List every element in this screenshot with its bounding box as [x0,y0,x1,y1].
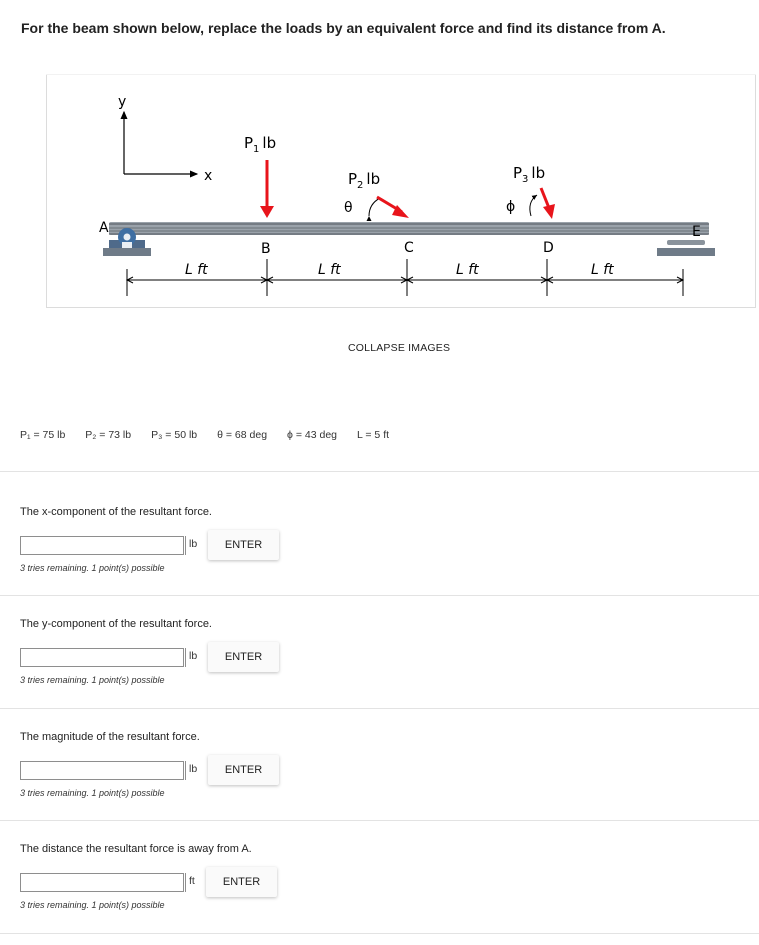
dimension-line [127,259,683,296]
enter-button[interactable]: ENTER [208,530,279,560]
span-label-4: L ft [591,262,614,278]
unit-label: lb [185,536,197,555]
point-c-label: C [404,240,414,256]
axis-x-label: x [204,168,213,184]
span-label-1: L ft [185,262,208,278]
part-label: The y-component of the resultant force. [20,618,212,630]
collapse-images-button[interactable]: COLLAPSE IMAGES [348,342,451,354]
p3-arrow-shaft [541,188,549,208]
param-theta: θ = 68 deg [217,429,268,441]
theta-arc [369,198,380,216]
p3-subscript: 3 [522,174,529,185]
p1-unit: lb [262,134,277,152]
beam-figure [46,74,756,308]
svg-text:P2lb [348,170,380,191]
divider [0,933,759,934]
p1-arrow-head [260,206,274,218]
axis-y-label: y [118,94,127,110]
roller-support-e [657,240,715,256]
part-label: The magnitude of the resultant force. [20,731,200,743]
magnitude-input[interactable] [20,761,184,780]
param-p2: P₂ = 73 lb [85,429,132,441]
question-text: For the beam shown below, replace the loads by an equivalent force and find its distance from A. [21,20,666,36]
divider [0,471,759,472]
p3-symbol: P [513,164,523,182]
tries-remaining: 3 tries remaining. 1 point(s) possible [20,563,165,573]
beam-diagram [47,74,757,308]
param-l: L = 5 ft [357,429,390,441]
enter-button[interactable]: ENTER [206,867,277,897]
load-p2 [344,170,409,218]
phi-arc [530,195,537,216]
svg-text:P3lb [513,164,545,185]
divider [0,595,759,596]
tries-remaining: 3 tries remaining. 1 point(s) possible [20,900,165,910]
p3-arrow-head [543,204,555,219]
beam [109,222,709,235]
param-p1: P₁ = 75 lb [20,429,66,441]
coordinate-axes [118,94,212,184]
p2-subscript: 2 [357,180,364,191]
load-p3 [506,164,555,219]
y-component-input[interactable] [20,648,184,667]
point-d-label: D [543,240,554,256]
load-p1 [244,134,276,218]
given-parameters [20,429,409,441]
span-label-3: L ft [456,262,479,278]
param-p3: P₃ = 50 lb [151,429,198,441]
unit-label: lb [185,761,197,780]
enter-button[interactable]: ENTER [208,642,279,672]
point-b-label: B [261,241,271,257]
unit-label: lb [185,648,197,667]
divider [0,708,759,709]
x-component-input[interactable] [20,536,184,555]
part-label: The x-component of the resultant force. [20,506,212,518]
point-a-label: A [99,220,109,236]
phi-label: ϕ [506,199,516,215]
param-phi: ϕ = 43 deg [287,429,338,441]
p2-unit: lb [366,170,381,188]
svg-text:P1lb [244,134,276,155]
tries-remaining: 3 tries remaining. 1 point(s) possible [20,788,165,798]
p3-unit: lb [531,164,546,182]
span-label-2: L ft [318,262,341,278]
part-label: The distance the resultant force is away from A. [20,843,252,855]
unit-label: ft [185,873,195,892]
p2-symbol: P [348,170,358,188]
tries-remaining: 3 tries remaining. 1 point(s) possible [20,675,165,685]
enter-button[interactable]: ENTER [208,755,279,785]
p1-symbol: P [244,134,254,152]
divider [0,820,759,821]
distance-input[interactable] [20,873,184,892]
p1-subscript: 1 [253,144,260,155]
point-e-label: E [692,224,701,240]
theta-label: θ [344,200,353,216]
